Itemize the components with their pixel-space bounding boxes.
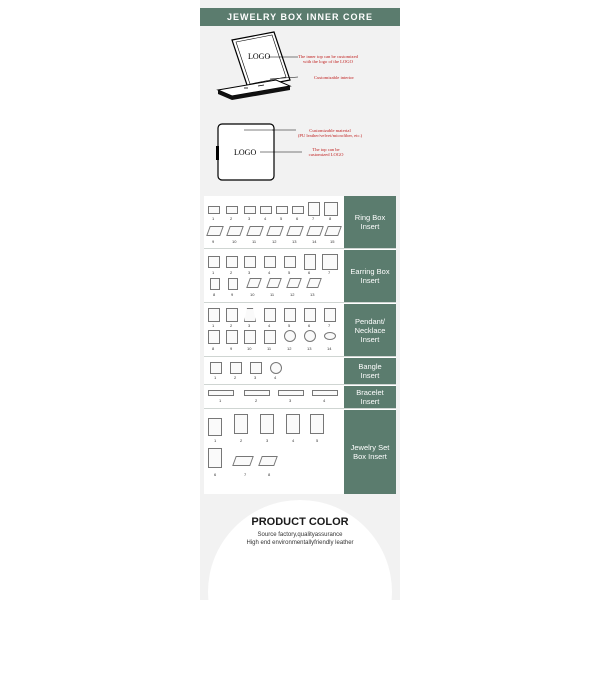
thumbnail xyxy=(276,206,288,214)
thumbnail xyxy=(310,414,324,434)
item-number: 10 xyxy=(247,346,252,351)
ring-box-thumbnails xyxy=(204,196,344,248)
thumbnail xyxy=(206,226,224,236)
item-number: 7 xyxy=(244,472,247,477)
earring-box-thumbnails xyxy=(204,250,344,302)
item-number: 4 xyxy=(268,323,271,328)
item-number: 12 xyxy=(287,346,292,351)
item-number: 2 xyxy=(255,398,258,403)
thumbnail xyxy=(264,308,276,322)
item-number: 1 xyxy=(212,323,215,328)
thumbnail xyxy=(208,418,222,436)
item-number: 6 xyxy=(296,216,299,221)
item-number: 11 xyxy=(267,346,272,351)
thumbnail xyxy=(208,256,220,268)
thumbnail xyxy=(286,278,302,288)
thumbnail xyxy=(324,202,338,216)
box-top-logo: LOGO xyxy=(248,52,271,61)
thumbnail xyxy=(208,206,220,214)
item-number: 7 xyxy=(328,270,331,275)
item-number: 4 xyxy=(268,270,271,275)
item-number: 8 xyxy=(329,216,332,221)
item-number: 13 xyxy=(310,292,315,297)
item-number: 2 xyxy=(230,216,233,221)
thumbnail xyxy=(244,330,256,344)
thumbnail xyxy=(226,256,238,268)
thumbnail xyxy=(306,226,324,236)
closed-box-annotation-material: Customizable material (PU leather/velvet/microfiber, etc.) xyxy=(297,128,363,139)
closed-box-annotation-logo: The top can be customized LOGO xyxy=(308,147,344,158)
item-number: 4 xyxy=(292,438,295,443)
item-number: 3 xyxy=(289,398,292,403)
thumbnail xyxy=(304,330,316,342)
pendant-thumbnails xyxy=(204,304,344,356)
thumbnail xyxy=(286,414,300,434)
product-color-line-2: High end environmentallyfriendly leather xyxy=(246,540,354,546)
item-number: 3 xyxy=(248,216,251,221)
pendant-necklace-insert-label: Pendant/ Necklace Insert xyxy=(344,304,396,356)
item-number: 1 xyxy=(214,438,217,443)
thumbnail xyxy=(244,256,256,268)
item-number: 4 xyxy=(323,398,326,403)
item-number: 12 xyxy=(290,292,295,297)
thumbnail xyxy=(264,256,276,268)
thumbnail xyxy=(226,308,238,322)
thumbnail xyxy=(246,226,264,236)
item-number: 3 xyxy=(266,438,269,443)
thumbnail xyxy=(246,278,262,288)
item-number: 9 xyxy=(230,346,233,351)
bracelet-thumbnails xyxy=(204,386,344,408)
thumbnail xyxy=(304,254,316,270)
thumbnail xyxy=(228,278,238,290)
section-banner: JEWELRY BOX INNER CORE xyxy=(200,8,400,26)
box-top-annotation-interior: Customizable interior xyxy=(314,75,354,80)
thumbnail xyxy=(266,226,284,236)
thumbnail xyxy=(324,226,342,236)
item-number: 1 xyxy=(219,398,222,403)
item-number: 14 xyxy=(327,346,332,351)
item-number: 10 xyxy=(232,239,237,244)
box-top-annotation-logo: The inner top can be customized with the logo of the LOGO xyxy=(298,54,358,65)
item-number: 2 xyxy=(234,375,237,380)
item-number: 1 xyxy=(212,270,215,275)
thumbnail xyxy=(210,278,220,290)
thumbnail xyxy=(284,256,296,268)
product-color-line-1: Source factory,qualityassurance xyxy=(257,532,343,538)
catalog-row-bangle xyxy=(204,358,396,385)
insert-catalog xyxy=(204,196,396,494)
bracelet-insert-label: Bracelet Insert xyxy=(344,386,396,408)
jewelry-set-insert-label: Jewelry Set Box Insert xyxy=(344,410,396,494)
thumbnail xyxy=(260,414,274,434)
catalog-row-pendant-necklace xyxy=(204,304,396,357)
thumbnail xyxy=(208,330,220,344)
item-number: 5 xyxy=(316,438,319,443)
thumbnail xyxy=(324,308,336,322)
thumbnail xyxy=(232,456,254,466)
thumbnail xyxy=(304,308,316,322)
thumbnail xyxy=(244,206,256,214)
item-number: 8 xyxy=(212,346,215,351)
item-number: 3 xyxy=(254,375,257,380)
item-number: 13 xyxy=(292,239,297,244)
item-number: 15 xyxy=(330,239,335,244)
thumbnail xyxy=(226,206,238,214)
thumbnail xyxy=(284,308,296,322)
item-number: 11 xyxy=(252,239,257,244)
thumbnail xyxy=(208,308,220,322)
item-number: 9 xyxy=(212,239,215,244)
item-number: 1 xyxy=(212,216,215,221)
item-number: 3 xyxy=(248,323,251,328)
item-number: 6 xyxy=(214,472,217,477)
item-number: 2 xyxy=(230,270,233,275)
thumbnail xyxy=(324,332,336,340)
thumbnail xyxy=(322,254,338,270)
item-number: 8 xyxy=(268,472,271,477)
item-number: 5 xyxy=(280,216,283,221)
thumbnail xyxy=(230,362,242,374)
item-number: 2 xyxy=(230,323,233,328)
item-number: 13 xyxy=(307,346,312,351)
earring-box-insert-label: Earring Box Insert xyxy=(344,250,396,302)
item-number: 4 xyxy=(274,375,277,380)
item-number: 8 xyxy=(213,292,216,297)
item-number: 4 xyxy=(264,216,267,221)
jewelry-set-thumbnails xyxy=(204,410,344,494)
item-number: 7 xyxy=(328,323,331,328)
item-number: 12 xyxy=(272,239,277,244)
item-number: 5 xyxy=(288,323,291,328)
thumbnail xyxy=(210,362,222,374)
bangle-thumbnails xyxy=(204,358,344,384)
thumbnail xyxy=(270,362,282,374)
product-detail-panel xyxy=(200,0,400,600)
item-number: 3 xyxy=(248,270,251,275)
item-number: 2 xyxy=(240,438,243,443)
thumbnail xyxy=(266,278,282,288)
thumbnail xyxy=(234,414,248,434)
thumbnail xyxy=(226,226,244,236)
item-number: 6 xyxy=(308,323,311,328)
item-number: 11 xyxy=(270,292,275,297)
thumbnail xyxy=(226,330,238,344)
closed-box-logo: LOGO xyxy=(234,148,257,157)
item-number: 1 xyxy=(214,375,217,380)
thumbnail xyxy=(306,278,322,288)
thumbnail xyxy=(286,226,304,236)
catalog-row-earring-box xyxy=(204,250,396,303)
thumbnail xyxy=(284,330,296,342)
thumbnail xyxy=(312,390,338,396)
thumbnail xyxy=(250,362,262,374)
ring-box-insert-label: Ring Box Insert xyxy=(344,196,396,248)
item-number: 6 xyxy=(308,270,311,275)
item-number: 14 xyxy=(312,239,317,244)
thumbnail xyxy=(264,330,276,344)
thumbnail xyxy=(258,456,278,466)
catalog-row-ring-box xyxy=(204,196,396,249)
product-color-title: PRODUCT COLOR xyxy=(251,516,349,528)
thumbnail xyxy=(292,206,304,214)
item-number: 5 xyxy=(288,270,291,275)
catalog-row-jewelry-set xyxy=(204,410,396,494)
item-number: 9 xyxy=(231,292,234,297)
item-number: 10 xyxy=(250,292,255,297)
thumbnail xyxy=(278,390,304,396)
thumbnail xyxy=(208,390,234,396)
thumbnail xyxy=(208,448,222,468)
thumbnail xyxy=(260,206,272,214)
thumbnail xyxy=(244,308,256,322)
bangle-insert-label: Bangle Insert xyxy=(344,358,396,384)
thumbnail xyxy=(244,390,270,396)
thumbnail xyxy=(308,202,320,216)
catalog-row-bracelet xyxy=(204,386,396,409)
item-number: 7 xyxy=(312,216,315,221)
